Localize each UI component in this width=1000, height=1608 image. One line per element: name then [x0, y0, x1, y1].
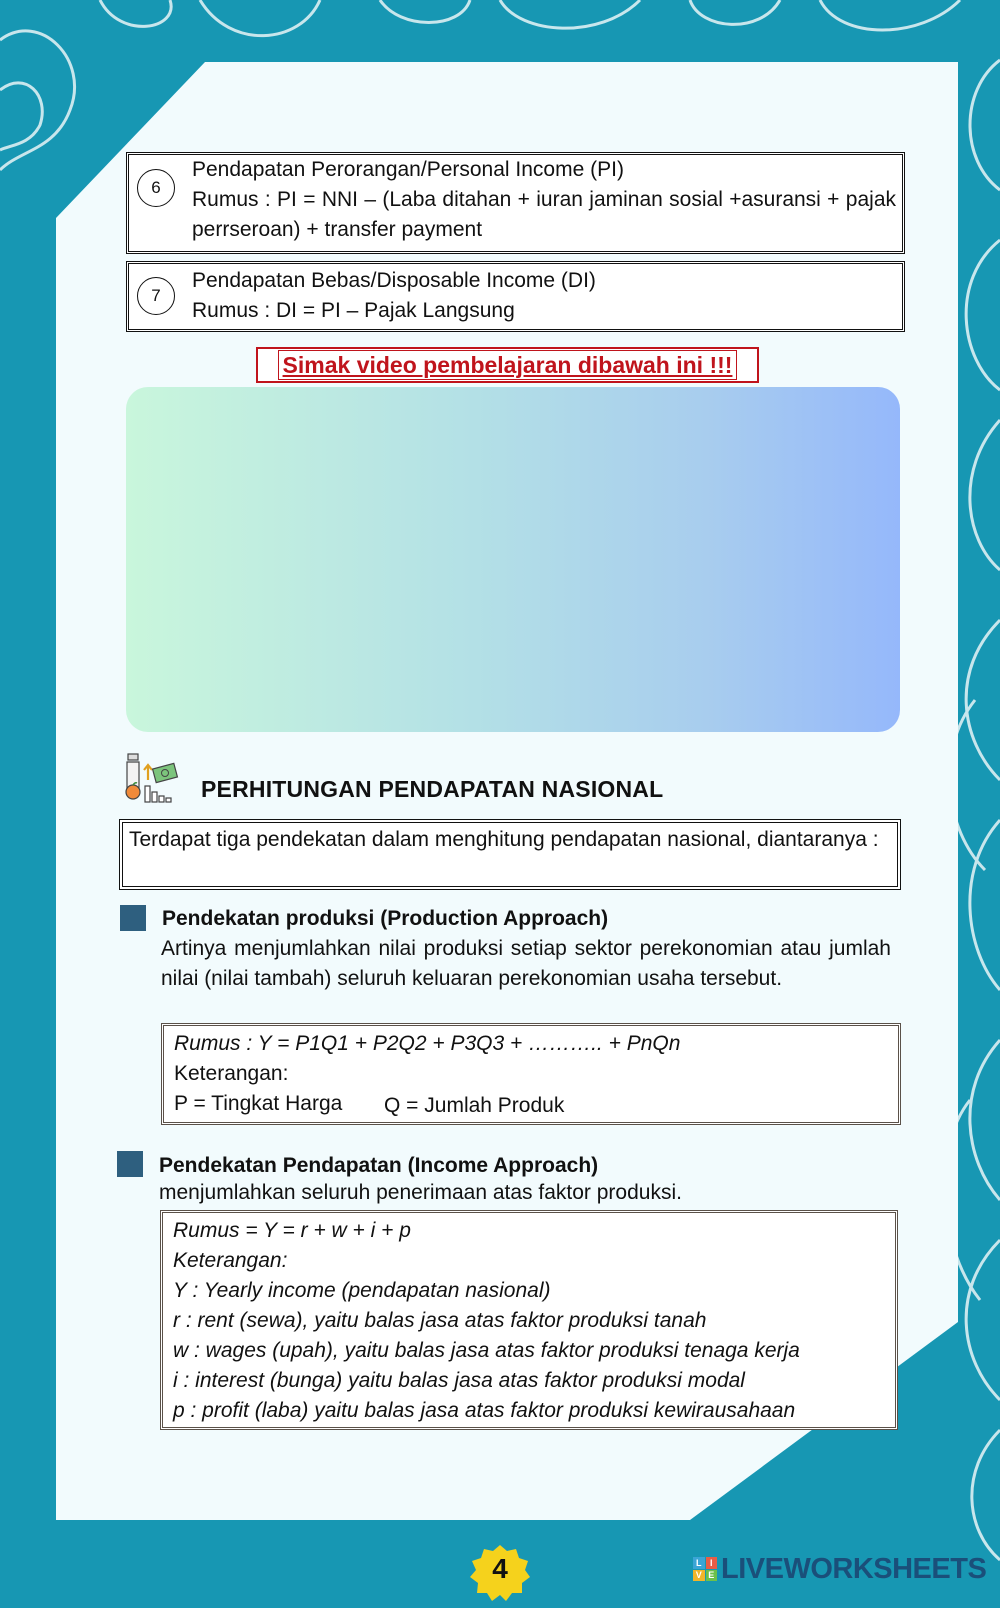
income-approach-description: menjumlahkan seluruh penerimaan atas faktor produksi.: [159, 1181, 682, 1204]
income-definition-p: p : profit (laba) yaitu balas jasa atas faktor produksi kewirausahaan: [173, 1399, 796, 1422]
intro-box: [119, 819, 901, 890]
logo-letter-i: I: [706, 1557, 718, 1569]
income-definition-y: Y : Yearly income (pendapatan nasional): [173, 1279, 551, 1302]
personal-income-title: Pendapatan Perorangan/Personal Income (PI): [192, 158, 624, 181]
disposable-income-title: Pendapatan Bebas/Disposable Income (DI): [192, 269, 596, 292]
production-keterangan-label: Keterangan:: [174, 1062, 289, 1085]
item-number-badge: 7: [137, 277, 175, 315]
logo-letter-l: L: [693, 1557, 705, 1569]
disposable-income-text: [192, 266, 896, 326]
page-number: 4: [492, 1553, 508, 1584]
intro-text: Terdapat tiga pendekatan dalam menghitung pendapatan nasional, diantaranya :: [129, 828, 879, 851]
disposable-income-formula: Rumus : DI = PI – Pajak Langsung: [192, 299, 515, 322]
production-formula: Rumus : Y = P1Q1 + P2Q2 + P3Q3 + ……….. + PnQn: [174, 1032, 681, 1055]
economy-icon: [124, 752, 180, 808]
disposable-income-box: [126, 261, 905, 332]
production-formula-box: [161, 1023, 901, 1125]
personal-income-text: [192, 155, 896, 245]
bullet-square: [120, 905, 146, 931]
price-definition: P = Tingkat Harga: [174, 1092, 343, 1115]
logo-letter-v: V: [693, 1570, 705, 1582]
liveworksheets-brand[interactable]: [693, 1552, 986, 1586]
video-player[interactable]: [126, 387, 900, 732]
page-number-badge: [470, 1543, 530, 1603]
production-definitions: [174, 1089, 888, 1119]
video-instruction-text: Simak video pembelajaran dibawah ini !!!: [278, 350, 738, 380]
logo-letter-e: E: [706, 1570, 718, 1582]
item-number-badge: 6: [137, 169, 175, 207]
income-definition-r: r : rent (sewa), yaitu balas jasa atas faktor produksi tanah: [173, 1309, 707, 1332]
personal-income-formula: Rumus : PI = NNI – (Laba ditahan + iuran jaminan sosial +asuransi + pajak perrseroan) + transfer payment: [192, 188, 896, 241]
income-definition-w: w : wages (upah), yaitu balas jasa atas faktor produksi tenaga kerja: [173, 1339, 800, 1362]
video-instruction-banner: [256, 347, 759, 383]
quantity-definition: Q = Jumlah Produk: [384, 1094, 565, 1117]
liveworksheets-logo-icon: [693, 1557, 717, 1581]
production-approach-description: Artinya menjumlahkan nilai produksi setiap sektor perekonomian atau jumlah nilai (nilai tambah) seluruh keluaran perekonomian usaha tersebut.: [161, 937, 891, 990]
personal-income-box: [126, 152, 905, 254]
income-definition-i: i : interest (bunga) yaitu balas jasa atas faktor produksi modal: [173, 1369, 745, 1392]
income-formula-box: [160, 1210, 898, 1430]
income-approach-title: Pendekatan Pendapatan (Income Approach): [159, 1154, 599, 1177]
production-approach-title: Pendekatan produksi (Production Approach): [162, 907, 609, 930]
income-keterangan-label: Keterangan:: [173, 1249, 288, 1272]
brand-name: LIVEWORKSHEETS: [721, 1552, 987, 1585]
income-formula-line: Rumus = Y = r + w + i + p: [173, 1219, 411, 1242]
section-title: PERHITUNGAN PENDAPATAN NASIONAL: [201, 776, 664, 802]
bullet-square: [117, 1151, 143, 1177]
